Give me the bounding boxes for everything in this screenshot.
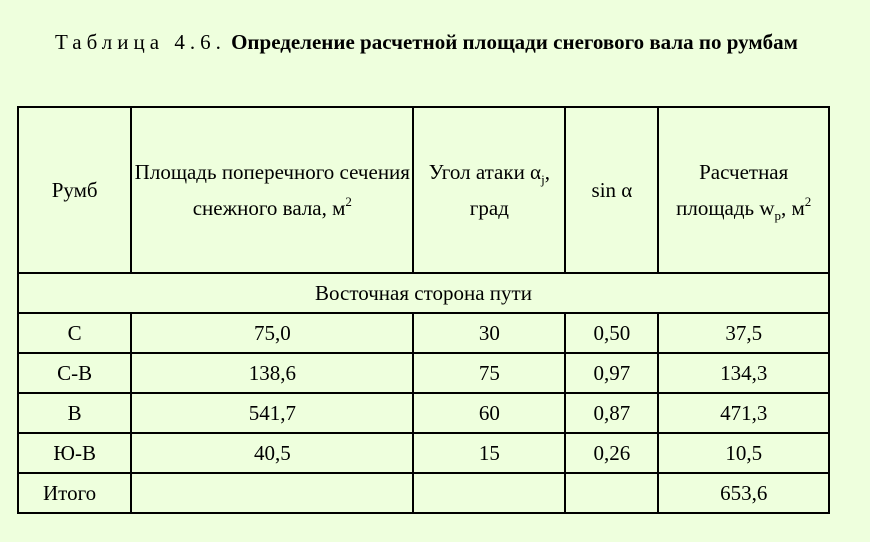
caption-title: Определение расчетной площади снегового вала по румбам [231,30,798,54]
cell-rumb: Ю-В [18,433,131,473]
cell-area: 40,5 [131,433,413,473]
cell-rumb: С [18,313,131,353]
table-row [18,433,829,473]
cell-area: 138,6 [131,353,413,393]
table-row [18,313,829,353]
cell-calc: 471,3 [658,393,829,433]
total-area [131,473,413,513]
cell-angle: 60 [413,393,565,433]
cell-rumb: В [18,393,131,433]
header-calc-sup: 2 [804,194,812,209]
header-angle-tail: , град [469,160,550,220]
cell-rumb: С-В [18,353,131,393]
cell-angle: 75 [413,353,565,393]
cell-sin: 0,50 [565,313,658,353]
table-row [18,393,829,433]
cell-sin: 0,97 [565,353,658,393]
cell-area: 541,7 [131,393,413,433]
header-angle-sub: j [541,172,545,187]
cell-sin: 0,26 [565,433,658,473]
total-sin [565,473,658,513]
total-label: Итого [18,473,131,513]
header-calc-sub: р [774,208,781,223]
cell-angle: 15 [413,433,565,473]
table-row [18,353,829,393]
table-caption [17,26,867,59]
total-calc: 653,6 [658,473,829,513]
cell-calc: 10,5 [658,433,829,473]
header-area-sup: 2 [345,194,352,209]
total-row [18,473,829,513]
header-area [131,107,413,273]
cell-calc: 134,3 [658,353,829,393]
cell-angle: 30 [413,313,565,353]
header-calc-mid: , м [781,196,805,220]
cell-calc: 37,5 [658,313,829,353]
snow-bank-table [17,106,830,514]
total-angle [413,473,565,513]
cell-area: 75,0 [131,313,413,353]
header-rumb: Румб [18,107,131,273]
cell-sin: 0,87 [565,393,658,433]
header-calc-text: Расчетная площадь w [676,160,789,220]
header-calc-area [658,107,829,273]
header-angle [413,107,565,273]
caption-label: Таблица 4.6. [55,30,226,54]
table-header-row [18,107,829,273]
header-sin: sin α [565,107,658,273]
header-angle-text: Угол атаки α [428,160,542,184]
section-title: Восточная сторона пути [18,273,829,313]
header-area-text: Площадь поперечного сечения снежного вала, м [134,160,410,220]
section-row [18,273,829,313]
